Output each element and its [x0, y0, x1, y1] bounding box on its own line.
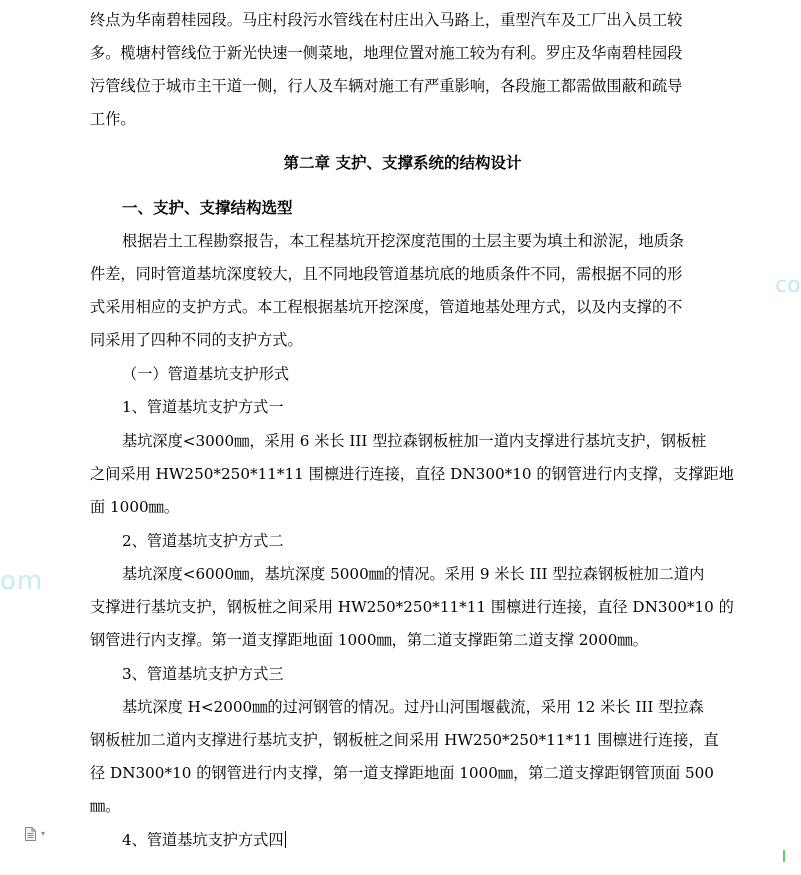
intro-line-2: 多。榄塘村管线位于新光快速一侧菜地，地理位置对施工较为有利。罗庄及华南碧桂园段 [90, 44, 683, 62]
method4-title: 4、管道基坑支护方式四 [122, 831, 284, 849]
method1-line-1: 基坑深度<3000㎜，采用 6 米长 III 型拉森钢板桩加一道内支撑进行基坑支护，钢板桩 [122, 432, 707, 450]
chapter-title: 第二章 支护、支撑系统的结构设计 [283, 153, 522, 172]
section-line-4: 同采用了四种不同的支护方式。 [90, 331, 303, 349]
document-icon[interactable] [25, 827, 36, 841]
method3-line-1: 基坑深度 H<2000㎜的过河钢管的情况。过丹山河围堰截流，采用 12 米长 III 型拉森 [122, 698, 704, 716]
watermark-left: om [0, 566, 44, 596]
method4-title-row[interactable] [122, 824, 286, 857]
section-line-1: 根据岩土工程勘察报告，本工程基坑开挖深度范围的土层主要为填土和淤泥，地质条 [122, 232, 684, 250]
method2-line-2: 支撑进行基坑支护，钢板桩之间采用 HW250*250*11*11 围檩进行连接，直径 DN300*10 的 [90, 598, 734, 616]
method2-line-1: 基坑深度<6000㎜，基坑深度 5000㎜的情况。采用 9 米长 III 型拉森钢板桩加二道内 [122, 565, 705, 583]
method3-title: 3、管道基坑支护方式三 [122, 665, 284, 683]
method3-line-4: ㎜。 [90, 797, 121, 815]
method1-line-2: 之间采用 HW250*250*11*11 围檩进行连接，直径 DN300*10 的钢管进行内支撑，支撑距地 [90, 465, 734, 483]
watermark-right: co [775, 273, 801, 298]
intro-line-1: 终点为华南碧桂园段。马庄村段污水管线在村庄出入马路上，重型汽车及工厂出入员工较 [90, 11, 683, 29]
section-line-3: 式采用相应的支护方式。本工程根据基坑开挖深度，管道地基处理方式，以及内支撑的不 [90, 298, 683, 316]
method2-line-3: 钢管进行内支撑。第一道支撑距地面 1000㎜，第二道支撑距第二道支撑 2000㎜。 [90, 631, 648, 649]
method1-line-3: 面 1000㎜。 [90, 498, 180, 516]
text-cursor [285, 831, 286, 848]
method3-line-3: 径 DN300*10 的钢管进行内支撑，第一道支撑距地面 1000㎜，第二道支撑距钢管顶面 500 [90, 764, 714, 782]
method2-title: 2、管道基坑支护方式二 [122, 532, 284, 550]
intro-line-4: 工作。 [90, 110, 136, 128]
green-marker-icon [783, 850, 790, 862]
method1-title: 1、管道基坑支护方式一 [122, 398, 284, 416]
method3-line-2: 钢板桩加二道内支撑进行基坑支护，钢板桩之间采用 HW250*250*11*11 围檩进行连接，直 [90, 731, 719, 749]
intro-line-3: 污管线位于城市主干道一侧，行人及车辆对施工有严重影响，各段施工都需做围蔽和疏导 [90, 77, 683, 95]
subsection-title: （一）管道基坑支护形式 [122, 365, 290, 383]
section-title: 一、支护、支撑结构选型 [122, 198, 293, 217]
section-line-2: 件差，同时管道基坑深度较大，且不同地段管道基坑底的地质条件不同，需根据不同的形 [90, 265, 683, 283]
caret-down-icon[interactable]: ▾ [41, 829, 46, 838]
